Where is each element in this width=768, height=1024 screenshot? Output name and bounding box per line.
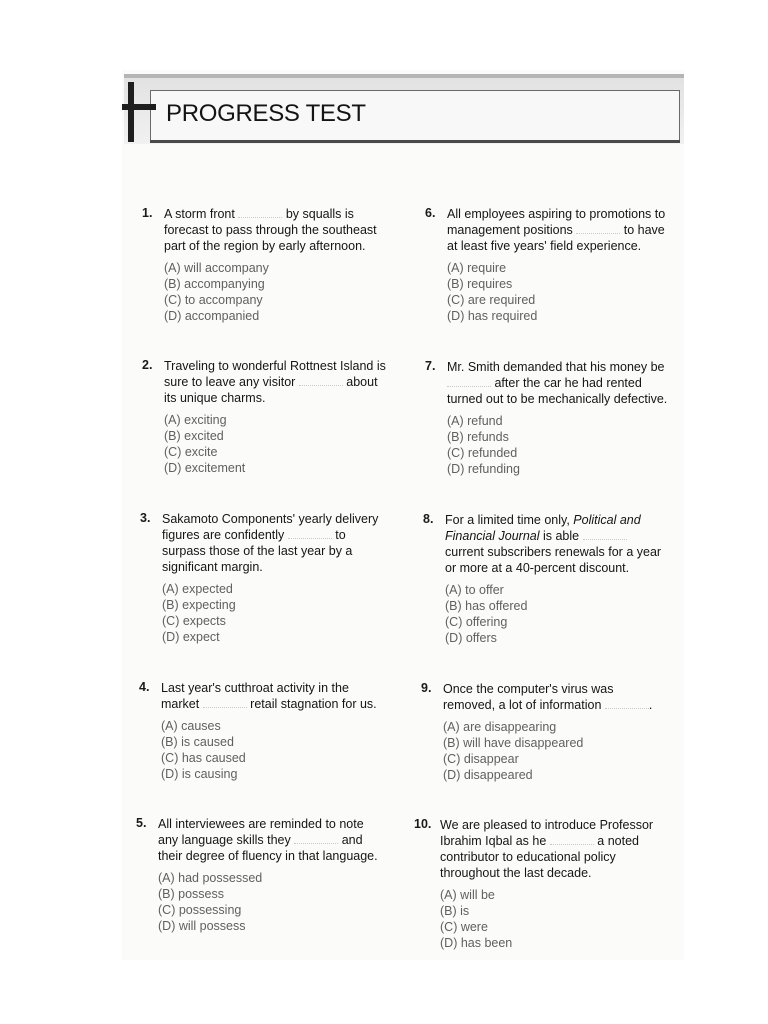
question-number: 4. xyxy=(139,680,150,694)
question-number: 6. xyxy=(425,206,436,220)
option-a[interactable]: (A) to offer xyxy=(445,583,504,597)
option-b[interactable]: (B) possess xyxy=(158,887,224,901)
answer-blank xyxy=(447,377,491,387)
option-c[interactable]: (C) were xyxy=(440,920,488,934)
question-stem: Sakamoto Components' yearly delivery figures are confidently to surpass those of the last year by a significant margin. xyxy=(162,512,379,574)
option-list xyxy=(447,260,670,324)
answer-blank xyxy=(203,698,247,708)
question-stem: Last year's cutthroat activity in the market retail stagnation for us. xyxy=(161,681,377,711)
option-b[interactable]: (B) excited xyxy=(164,429,224,443)
option-d[interactable]: (D) disappeared xyxy=(443,768,533,782)
question-number: 1. xyxy=(142,206,153,220)
question-stem: Traveling to wonderful Rottnest Island is sure to leave any visitor about its unique charms. xyxy=(164,359,386,405)
option-list xyxy=(443,719,666,783)
question-stem: We are pleased to introduce Professor Ibrahim Iqbal as he a noted contributor to educational policy throughout the last decade. xyxy=(440,818,654,880)
option-a[interactable]: (A) will accompany xyxy=(164,261,269,275)
option-d[interactable]: (D) will possess xyxy=(158,919,246,933)
option-list xyxy=(164,412,387,476)
option-c[interactable]: (C) possessing xyxy=(158,903,242,917)
option-c[interactable]: (C) disappear xyxy=(443,752,519,766)
question-3 xyxy=(140,511,385,645)
option-a[interactable]: (A) will be xyxy=(440,888,495,902)
answer-blank xyxy=(605,699,649,709)
option-d[interactable]: (D) has required xyxy=(447,309,538,323)
option-c[interactable]: (C) excite xyxy=(164,445,218,459)
option-a[interactable]: (A) causes xyxy=(161,719,221,733)
journal-title: Political and Financial Journal xyxy=(445,513,641,543)
option-b[interactable]: (B) refunds xyxy=(447,430,509,444)
option-a[interactable]: (A) require xyxy=(447,261,507,275)
answer-blank xyxy=(576,224,620,234)
question-8 xyxy=(423,512,668,646)
question-7 xyxy=(425,359,670,477)
question-10 xyxy=(414,817,659,951)
question-stem: Once the computer's virus was removed, a lot of information . xyxy=(443,682,653,712)
question-4 xyxy=(139,680,384,782)
question-6 xyxy=(425,206,670,324)
answer-blank xyxy=(238,208,282,218)
page-title: PROGRESS TEST xyxy=(166,100,366,127)
option-b[interactable]: (B) requires xyxy=(447,277,513,291)
option-c[interactable]: (C) refunded xyxy=(447,446,518,460)
option-a[interactable]: (A) had possessed xyxy=(158,871,263,885)
question-5 xyxy=(136,816,381,934)
option-c[interactable]: (C) has caused xyxy=(161,751,246,765)
question-number: 5. xyxy=(136,816,147,830)
option-c[interactable]: (C) offering xyxy=(445,615,508,629)
option-b[interactable]: (B) accompanying xyxy=(164,277,265,291)
option-a[interactable]: (A) exciting xyxy=(164,413,227,427)
option-d[interactable]: (D) refunding xyxy=(447,462,520,476)
answer-blank xyxy=(299,376,343,386)
option-list xyxy=(164,260,387,324)
option-list xyxy=(445,582,668,646)
option-list xyxy=(161,718,384,782)
option-b[interactable]: (B) will have disappeared xyxy=(443,736,584,750)
option-d[interactable]: (D) accompanied xyxy=(164,309,260,323)
option-c[interactable]: (C) expects xyxy=(162,614,226,628)
option-d[interactable]: (D) expect xyxy=(162,630,220,644)
option-d[interactable]: (D) excitement xyxy=(164,461,246,475)
option-d[interactable]: (D) offers xyxy=(445,631,497,645)
question-stem: All employees aspiring to promotions to management positions to have at least five years' field experience. xyxy=(447,207,666,253)
option-b[interactable]: (B) is xyxy=(440,904,470,918)
option-list xyxy=(162,581,385,645)
answer-blank xyxy=(294,834,338,844)
option-b[interactable]: (B) expecting xyxy=(162,598,236,612)
option-b[interactable]: (B) is caused xyxy=(161,735,234,749)
question-stem: For a limited time only, Political and Financial Journal is able current subscribers renewals for a year or more at a 40-percent discount. xyxy=(445,513,662,575)
option-a[interactable]: (A) refund xyxy=(447,414,503,428)
header-rule xyxy=(150,140,680,143)
question-number: 7. xyxy=(425,359,436,373)
option-a[interactable]: (A) expected xyxy=(162,582,233,596)
cross-icon-bar xyxy=(122,104,156,110)
option-b[interactable]: (B) has offered xyxy=(445,599,528,613)
question-number: 2. xyxy=(142,358,153,372)
option-d[interactable]: (D) has been xyxy=(440,936,513,950)
question-9 xyxy=(421,681,666,783)
question-2 xyxy=(142,358,387,476)
question-1 xyxy=(142,206,387,324)
option-c[interactable]: (C) to accompany xyxy=(164,293,263,307)
question-number: 10. xyxy=(414,817,432,831)
question-number: 8. xyxy=(423,512,434,526)
option-list xyxy=(447,413,670,477)
option-list xyxy=(158,870,381,934)
question-stem: A storm front by squalls is forecast to pass through the southeast part of the region by early afternoon. xyxy=(164,207,377,253)
question-stem: Mr. Smith demanded that his money be after the car he had rented turned out to be mechanically defective. xyxy=(447,360,668,406)
cross-icon xyxy=(128,82,134,142)
question-number: 9. xyxy=(421,681,432,695)
answer-blank xyxy=(288,529,332,539)
option-c[interactable]: (C) are required xyxy=(447,293,536,307)
option-list xyxy=(440,887,659,951)
question-stem: All interviewees are reminded to note any language skills they and their degree of fluency in that language. xyxy=(158,817,378,863)
option-a[interactable]: (A) are disappearing xyxy=(443,720,557,734)
option-d[interactable]: (D) is causing xyxy=(161,767,238,781)
answer-blank xyxy=(550,835,594,845)
question-number: 3. xyxy=(140,511,151,525)
answer-blank xyxy=(583,530,627,540)
